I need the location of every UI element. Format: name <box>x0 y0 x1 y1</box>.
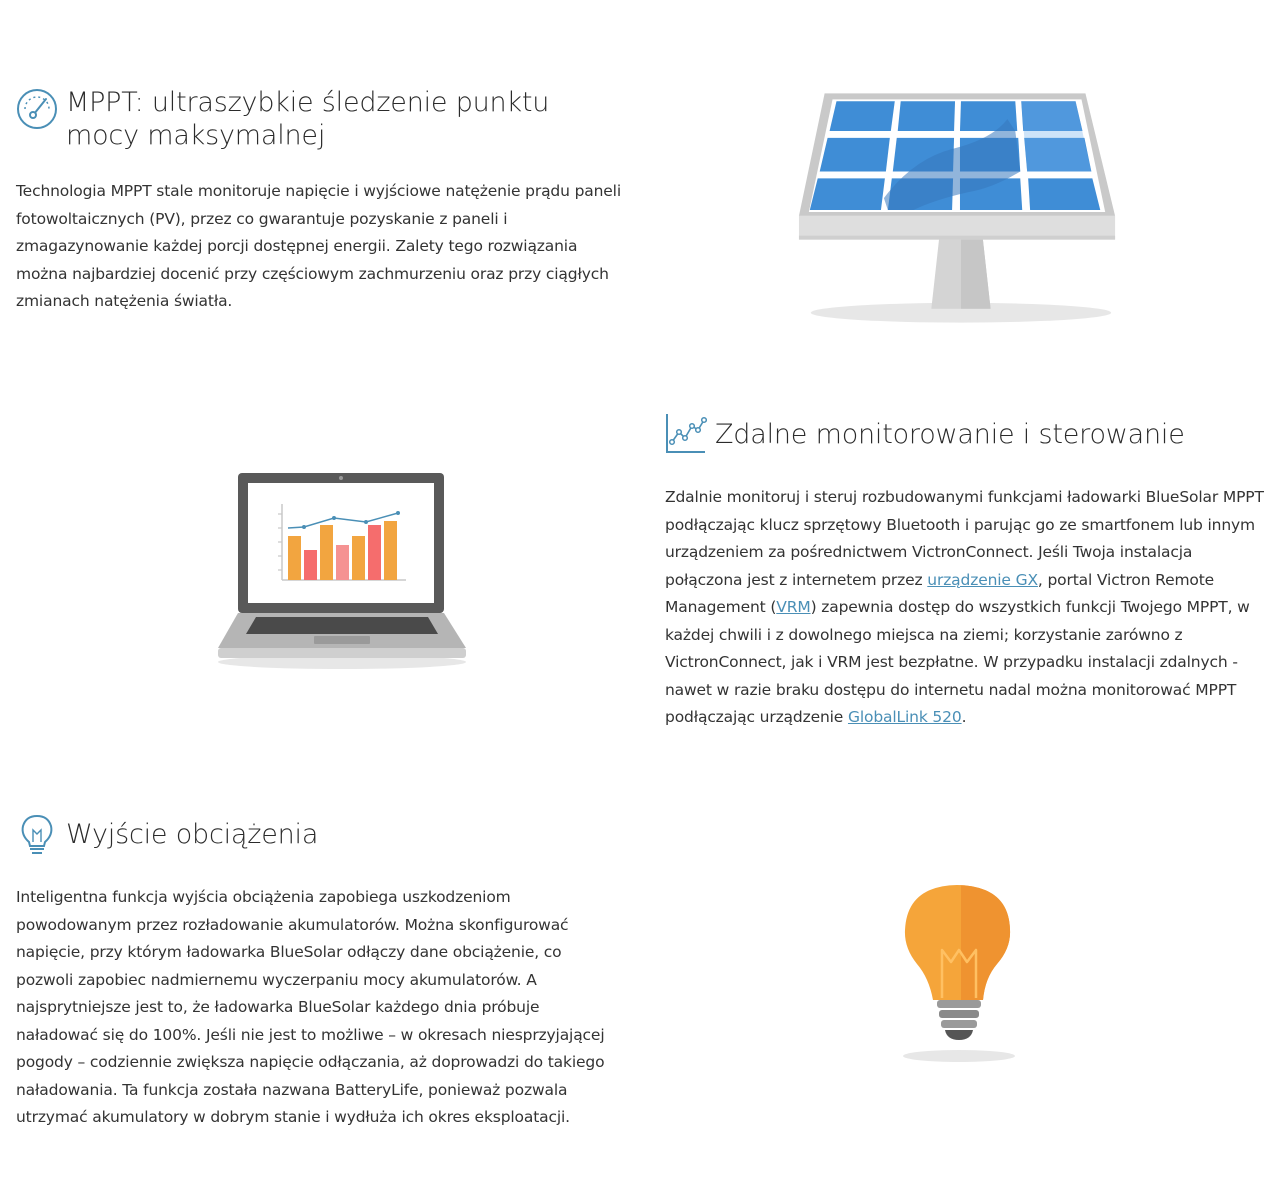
remote-text-part-2: , portal Victron Remote Management ( <box>665 570 1215 616</box>
chart-line-icon <box>665 412 707 454</box>
lightbulb-icon <box>16 814 58 856</box>
gx-device-link[interactable]: urządzenie GX <box>927 570 1038 589</box>
mppt-description: Technologia MPPT stale monitoruje napięcie i wyjściowe natężenie prądu paneli fotowoltaicznych (PV), przez co gwarantuje pozyskanie z paneli i zmagazynowanie każdej porcji dostępnej energii. Zalety tego rozwiązania można najbardziej docenić przy częściowym zachmurzeniu oraz przy ciągłych zmianach natężenia światła. <box>16 182 621 310</box>
remote-description <box>665 484 1265 732</box>
remote-section <box>665 410 1265 732</box>
solar-panel-illustration <box>795 88 1121 328</box>
globallink-link[interactable]: GlobalLink 520 <box>847 708 962 726</box>
load-section <box>16 812 626 1132</box>
load-title: Wyjście obciążenia <box>66 819 319 850</box>
vrm-link[interactable]: VRM <box>776 598 811 616</box>
remote-text-part-3: ) zapewnia dostęp do wszystkich funkcji Twojego MPPT, w każdej chwili i z dowolnego miejsca na ziemi; korzystanie zarówno z VictronConnect, jak i VRM jest bezpłatne. W przypadku instalacji zdalnych - nawet w razie braku dostępu do internetu nadal można monitorować MPPT podłączając urządzenie <box>665 598 1250 726</box>
remote-title-row <box>665 410 1265 454</box>
mppt-title: MPPT: ultraszybkie śledzenie punktu mocy maksymalnej <box>66 87 550 151</box>
laptop-chart-illustration <box>216 470 468 670</box>
remote-text-part-1: Zdalnie monitoruj i steruj rozbudowanymi funkcjami ładowarki BlueSolar MPPT podłączając klucz sprzętowy Bluetooth i parując go ze smartfonem lub innym urządzeniem za pośrednictwem VictronConnect. Jeśli Twoja instalacja połączona jest z internetem przez <box>665 488 1264 589</box>
gauge-icon <box>16 88 58 130</box>
load-title-row <box>16 812 626 856</box>
remote-text-part-4: . <box>961 708 967 726</box>
remote-title: Zdalne monitorowanie i sterowanie <box>715 419 1185 450</box>
mppt-title-row <box>16 86 626 152</box>
load-description: Inteligentna funkcja wyjścia obciążenia zapobiega uszkodzeniom powodowanym przez rozładowanie akumulatorów. Można skonfigurować napięcie, przy którym ładowarka BlueSolar odłączy dane obciążenie, co pozwoli zapobiec nadmiernemu wyczerpaniu mocy akumulatorów. A najsprytniejsze jest to, że ładowarka BlueSolar każdego dnia próbuje naładować się do 100%. Jeśli nie jest to możliwe – w okresach niesprzyjającej pogody – codziennie zwiększa napięcie odłączania, aż doprowadzi do takiego naładowania. Ta funkcja została nazwana BatteryLife, ponieważ pozwala utrzymać akumulatory w dobrym stanie i wydłuża ich okres eksploatacji. <box>16 888 605 1126</box>
lightbulb-illustration <box>899 880 1019 1065</box>
mppt-section <box>16 86 626 316</box>
